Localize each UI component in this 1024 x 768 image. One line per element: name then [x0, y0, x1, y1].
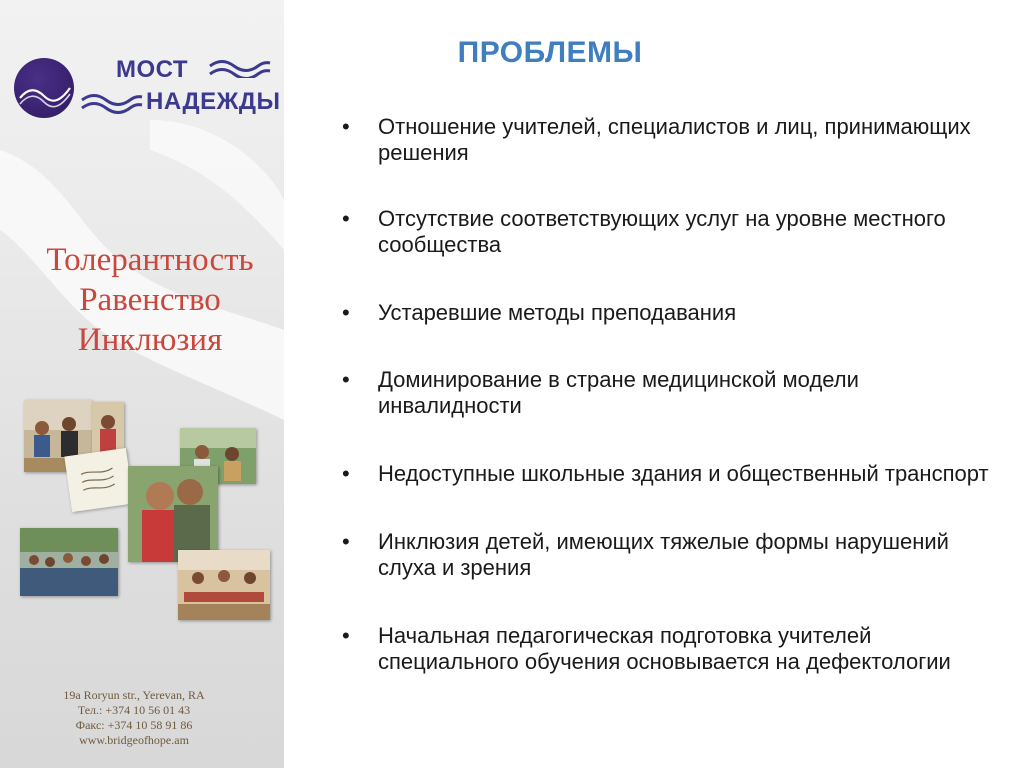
- contact-info: [34, 688, 234, 748]
- list-item-text: Инклюзия детей, имеющих тяжелые формы нарушений слуха и зрения: [378, 529, 949, 580]
- list-item-text: Доминирование в стране медицинской модели инвалидности: [378, 367, 859, 418]
- bullet-icon: •: [342, 300, 350, 325]
- list-item: [340, 300, 1000, 326]
- bullet-icon: •: [342, 114, 350, 139]
- bullet-icon: •: [342, 623, 350, 648]
- photo-classroom-desks: [178, 550, 270, 620]
- photo-two-boys: [128, 466, 218, 562]
- photo-note-paper: [64, 448, 133, 512]
- fax-text: Факс: +374 10 58 91 86: [75, 718, 193, 732]
- bullet-icon: •: [342, 461, 350, 486]
- bullet-icon: •: [342, 206, 350, 231]
- list-item: [340, 529, 1000, 581]
- list-item: [340, 461, 1000, 487]
- list-item-text: Устаревшие методы преподавания: [378, 300, 737, 325]
- problems-list: [340, 114, 1000, 675]
- list-item: [340, 114, 1000, 166]
- list-item: [340, 367, 1000, 419]
- photo-street-crowd: [20, 528, 118, 596]
- slogan: [0, 240, 284, 360]
- list-item-text: Отношение учителей, специалистов и лиц, принимающих решения: [378, 114, 971, 165]
- sidebar-banner: [0, 0, 284, 768]
- logo-circle-icon: [14, 58, 74, 118]
- logo-waves-icon: [80, 92, 144, 114]
- list-item-text: Отсутствие соответствующих услуг на уровне местного сообщества: [378, 206, 946, 257]
- website-link[interactable]: www.bridgeofhope.am: [79, 733, 189, 747]
- slogan-line: Инклюзия: [77, 322, 223, 358]
- logo-waves-icon: [208, 58, 272, 78]
- bullet-icon: •: [342, 529, 350, 554]
- organization-logo: [12, 52, 284, 122]
- list-item: [340, 623, 1000, 675]
- logo-text-line2: НАДЕЖДЫ: [146, 88, 281, 115]
- phone-text: Тел.: +374 10 56 01 43: [77, 703, 191, 717]
- list-item-text: Начальная педагогическая подготовка учителей специального обучения основывается на дефектологии: [378, 623, 951, 674]
- list-item-text: Недоступные школьные здания и общественный транспорт: [378, 461, 989, 486]
- logo-text-line1: МОСТ: [116, 56, 189, 83]
- list-item: [340, 206, 1000, 258]
- address-text: 19a Roryun str., Yerevan, RA: [63, 688, 205, 702]
- slogan-line: Равенство: [79, 282, 221, 318]
- slide-title: ПРОБЛЕМЫ: [457, 36, 643, 69]
- slogan-line: Толерантность: [46, 242, 254, 278]
- bullet-icon: •: [342, 367, 350, 392]
